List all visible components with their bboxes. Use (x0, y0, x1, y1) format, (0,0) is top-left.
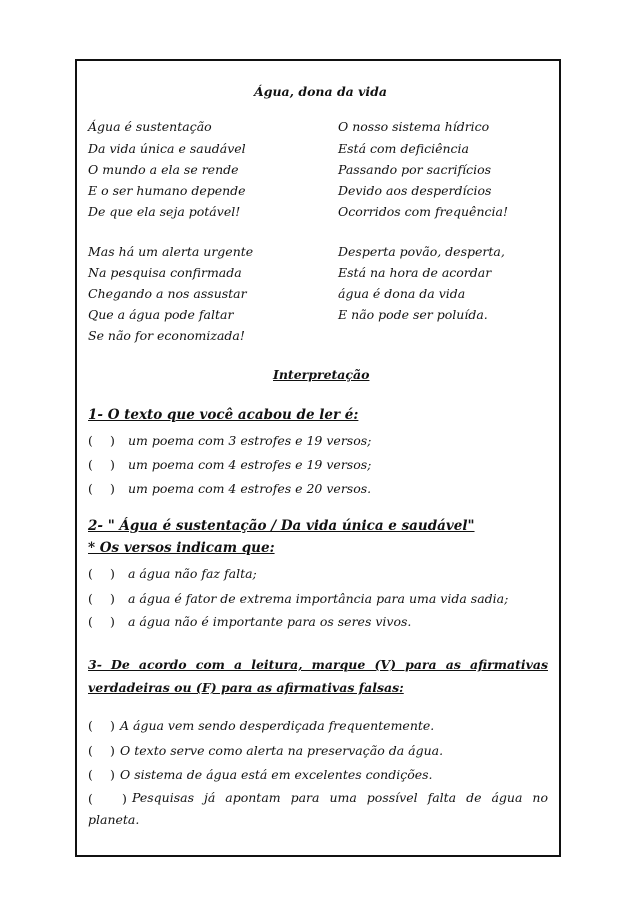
poem-title: Água, dona da vida (254, 84, 387, 99)
poem-verse: O mundo a ela se rende (88, 162, 239, 177)
poem-verse: De que ela seja potável! (88, 204, 241, 219)
option-text: O texto serve como alerta na preservação da água. (120, 743, 444, 758)
option-text: um poema com 4 estrofes e 20 versos. (128, 481, 372, 496)
answer-blank-close: ) (110, 457, 115, 472)
answer-blank-open: ( (88, 718, 93, 733)
answer-blank-open: ( (88, 791, 93, 806)
answer-blank-open: ( (88, 481, 93, 496)
answer-blank-close: ) (110, 614, 115, 629)
poem-verse: E não pode ser poluída. (338, 307, 488, 322)
answer-blank-open: ( (88, 433, 93, 448)
option-text: A água vem sendo desperdiçada frequentemente. (120, 718, 435, 733)
answer-blank-open: ( (88, 614, 93, 629)
poem-verse: Está na hora de acordar (338, 265, 492, 280)
interpretation-title: Interpretação (273, 367, 370, 382)
answer-blank-close: ) (110, 743, 115, 758)
option-text: a água não faz falta; (128, 566, 257, 581)
option-text: Pesquisas já apontam para uma possível falta de água no planeta. (88, 790, 548, 827)
answer-blank-close: ) (110, 566, 115, 581)
option-text: um poema com 4 estrofes e 19 versos; (128, 457, 372, 472)
answer-blank-open: ( (88, 566, 93, 581)
option-text: um poema com 3 estrofes e 19 versos; (128, 433, 372, 448)
poem-verse: O nosso sistema hídrico (338, 119, 490, 134)
poem-verse: Devido aos desperdícios (338, 183, 492, 198)
poem-verse: Passando por sacrifícios (338, 162, 492, 177)
answer-blank-close: ) (110, 767, 115, 782)
answer-blank-close: ) (110, 718, 115, 733)
answer-blank-open: ( (88, 457, 93, 472)
poem-verse: E o ser humano depende (88, 183, 246, 198)
question-heading: 2- " Água é sustentação / Da vida única e saudável" (88, 518, 475, 534)
poem-verse: Da vida única e saudável (88, 141, 246, 156)
poem-verse: Está com deficiência (338, 141, 469, 156)
answer-blank-open: ( (88, 767, 93, 782)
poem-verse: Que a água pode faltar (88, 307, 234, 322)
poem-verse: Água é sustentação (88, 119, 212, 134)
answer-blank-close: ) (122, 791, 127, 806)
poem-verse: Na pesquisa confirmada (88, 265, 242, 280)
answer-blank-close: ) (110, 591, 115, 606)
poem-verse: Mas há um alerta urgente (88, 244, 254, 259)
option-text: a água é fator de extrema importância para uma vida sadia; (128, 591, 509, 606)
answer-blank-open: ( (88, 591, 93, 606)
poem-verse: Ocorridos com frequência! (338, 204, 508, 219)
option-text: O sistema de água está em excelentes condições. (120, 767, 433, 782)
poem-verse: Chegando a nos assustar (88, 286, 247, 301)
poem-verse: Desperta povão, desperta, (338, 244, 505, 259)
question-subheading: * Os versos indicam que: (88, 540, 275, 556)
answer-blank-open: ( (88, 743, 93, 758)
option-text: a água não é importante para os seres vivos. (128, 614, 412, 629)
question-heading: 1- O texto que você acabou de ler é: (88, 407, 359, 423)
poem-verse: Se não for economizada! (88, 328, 245, 343)
answer-blank-close: ) (110, 433, 115, 448)
answer-blank-close: ) (110, 481, 115, 496)
question-heading: 3- De acordo com a leitura, marque (V) para as afirmativas verdadeiras ou (F) para as afirmativas falsas: (88, 657, 548, 695)
poem-verse: água é dona da vida (338, 286, 466, 301)
